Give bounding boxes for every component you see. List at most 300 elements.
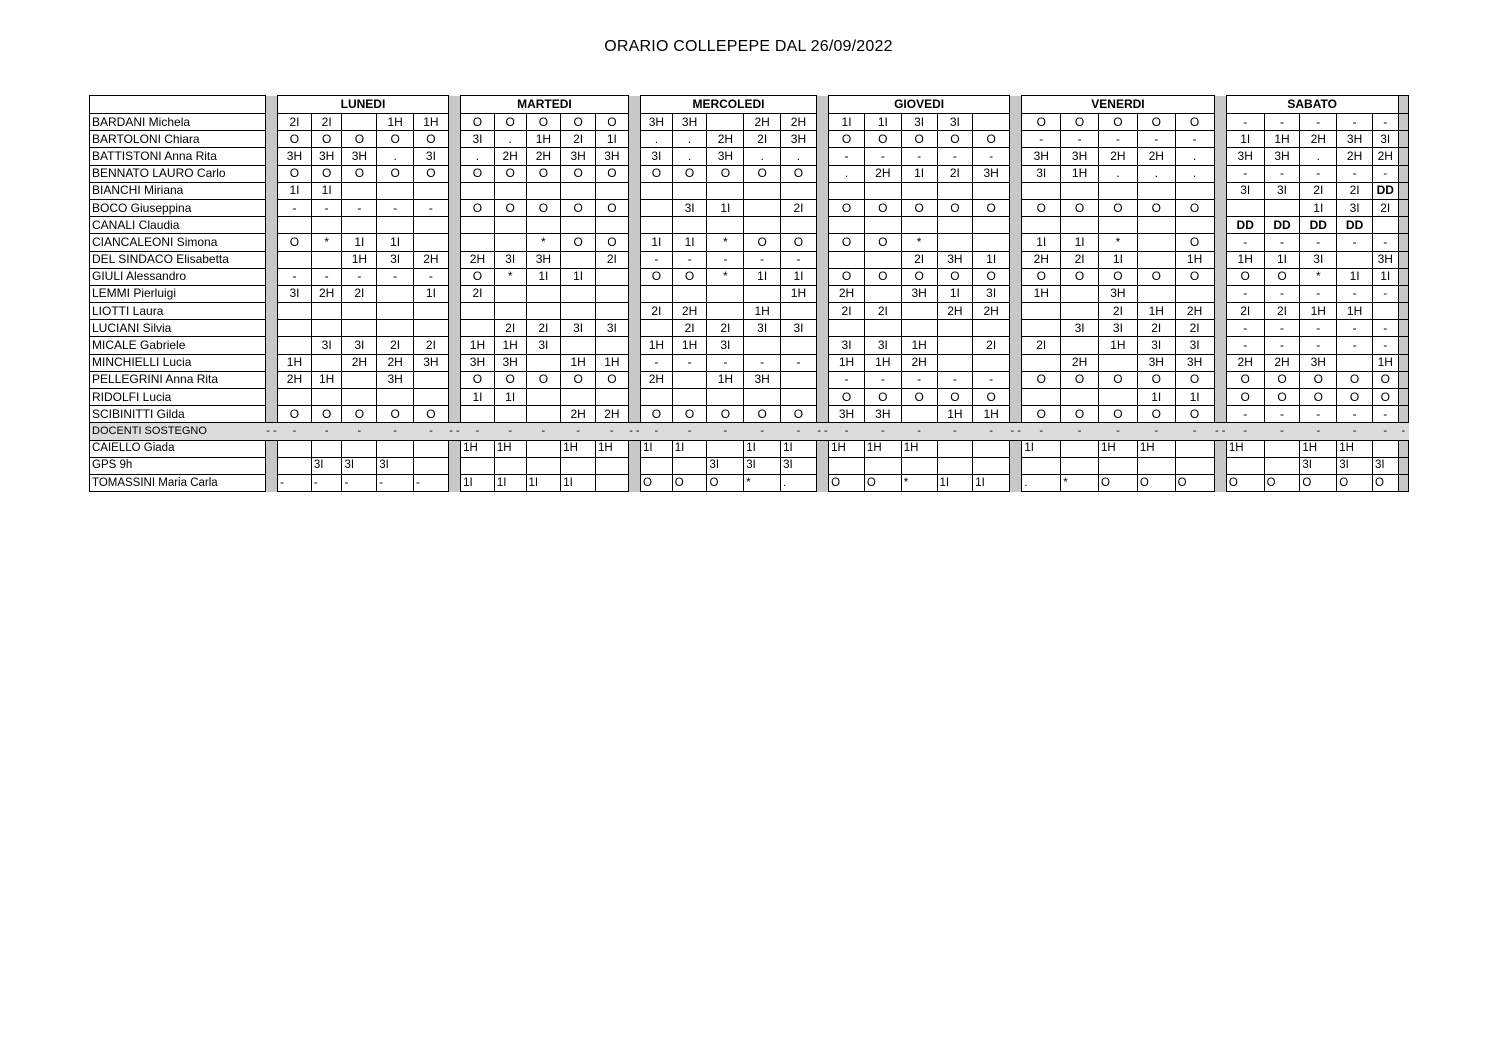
day-separator bbox=[628, 148, 640, 165]
teacher-name: SCIBINITTI Gilda bbox=[90, 406, 266, 423]
day-separator bbox=[816, 285, 828, 302]
schedule-cell: O bbox=[937, 268, 973, 285]
schedule-cell: O bbox=[1099, 114, 1138, 131]
schedule-cell bbox=[526, 457, 561, 474]
schedule-cell bbox=[526, 440, 561, 457]
schedule-cell: 1H bbox=[829, 440, 865, 457]
day-separator bbox=[1214, 303, 1226, 320]
teacher-name: LUCIANI Silvia bbox=[90, 320, 266, 337]
schedule-cell: O bbox=[1175, 114, 1214, 131]
schedule-cell: O bbox=[377, 131, 414, 148]
schedule-cell bbox=[937, 320, 973, 337]
day-separator bbox=[265, 303, 277, 320]
schedule-cell: - bbox=[1337, 406, 1373, 423]
day-separator bbox=[1010, 148, 1022, 165]
schedule-cell bbox=[707, 182, 744, 199]
schedule-cell: 2H bbox=[672, 303, 707, 320]
schedule-cell bbox=[864, 217, 901, 234]
schedule-cell bbox=[311, 440, 342, 457]
day-separator bbox=[1214, 354, 1226, 371]
day-separator bbox=[1398, 96, 1408, 114]
schedule-cell: . bbox=[461, 148, 495, 165]
day-separator bbox=[265, 131, 277, 148]
schedule-cell: O bbox=[829, 199, 865, 216]
schedule-cell: DD bbox=[1337, 217, 1373, 234]
schedule-cell bbox=[937, 234, 973, 251]
schedule-cell: - bbox=[1226, 285, 1264, 302]
schedule-cell: 2H bbox=[278, 371, 312, 388]
schedule-cell bbox=[1061, 457, 1099, 474]
day-separator bbox=[1214, 96, 1226, 114]
schedule-cell bbox=[494, 234, 526, 251]
schedule-cell: O bbox=[311, 406, 342, 423]
schedule-cell bbox=[1061, 285, 1099, 302]
schedule-cell: O bbox=[1099, 371, 1138, 388]
schedule-cell bbox=[672, 217, 707, 234]
schedule-cell: 1H bbox=[1264, 131, 1300, 148]
day-separator bbox=[1398, 165, 1408, 182]
schedule-cell bbox=[596, 285, 629, 302]
schedule-cell: 1I bbox=[973, 474, 1010, 491]
support-teacher-row bbox=[90, 457, 1409, 474]
schedule-cell: O bbox=[461, 371, 495, 388]
schedule-cell: 3H bbox=[781, 131, 817, 148]
schedule-cell: 1I bbox=[494, 389, 526, 406]
schedule-cell: O bbox=[278, 406, 312, 423]
schedule-cell: 3I bbox=[901, 114, 937, 131]
schedule-cell: 1H bbox=[1300, 440, 1337, 457]
schedule-cell: 2H bbox=[829, 285, 865, 302]
day-separator bbox=[448, 114, 460, 131]
schedule-cell bbox=[901, 217, 937, 234]
schedule-cell: 2I bbox=[1099, 303, 1138, 320]
day-separator bbox=[265, 440, 277, 457]
schedule-cell: 2H bbox=[1264, 354, 1300, 371]
day-separator bbox=[816, 303, 828, 320]
teacher-name: MINCHIELLI Lucia bbox=[90, 354, 266, 371]
schedule-cell: * bbox=[707, 234, 744, 251]
schedule-cell: 2H bbox=[1022, 251, 1061, 268]
day-separator bbox=[816, 131, 828, 148]
schedule-cell bbox=[596, 268, 629, 285]
page-title: ORARIO COLLEPEPE DAL 26/09/2022 bbox=[604, 38, 893, 55]
teacher-name: LEMMI Pierluigi bbox=[90, 285, 266, 302]
schedule-cell: 1I bbox=[311, 182, 342, 199]
schedule-cell: O bbox=[596, 199, 629, 216]
schedule-cell bbox=[461, 234, 495, 251]
schedule-cell: - bbox=[278, 199, 312, 216]
schedule-cell: - bbox=[901, 371, 937, 388]
schedule-cell: O bbox=[561, 165, 596, 182]
day-separator bbox=[265, 148, 277, 165]
schedule-cell: 2H bbox=[744, 114, 781, 131]
support-teacher-row bbox=[90, 440, 1409, 457]
schedule-cell: 1I bbox=[1372, 268, 1398, 285]
schedule-cell: 1H bbox=[494, 440, 526, 457]
schedule-cell bbox=[901, 303, 937, 320]
schedule-cell bbox=[311, 251, 342, 268]
day-separator bbox=[628, 234, 640, 251]
day-separator bbox=[448, 474, 460, 491]
schedule-cell bbox=[526, 389, 561, 406]
day-separator bbox=[448, 268, 460, 285]
day-separator bbox=[1214, 337, 1226, 354]
schedule-cell: 3H bbox=[596, 148, 629, 165]
schedule-cell: O bbox=[414, 406, 449, 423]
schedule-cell: 1I bbox=[1175, 389, 1214, 406]
schedule-cell: 3H bbox=[1061, 148, 1099, 165]
schedule-cell: O bbox=[494, 165, 526, 182]
schedule-cell bbox=[864, 457, 901, 474]
day-separator: - - bbox=[628, 423, 640, 440]
day-separator bbox=[628, 337, 640, 354]
day-separator bbox=[628, 96, 640, 114]
schedule-cell: O bbox=[1061, 371, 1099, 388]
schedule-cell: 2H bbox=[641, 371, 673, 388]
day-header: MARTEDI bbox=[461, 96, 629, 114]
day-separator bbox=[816, 268, 828, 285]
schedule-cell: 2I bbox=[1061, 251, 1099, 268]
schedule-cell: 3H bbox=[937, 251, 973, 268]
teacher-name: BATTISTONI Anna Rita bbox=[90, 148, 266, 165]
schedule-cell bbox=[781, 217, 817, 234]
schedule-cell: 3I bbox=[1372, 131, 1398, 148]
schedule-cell: 3I bbox=[672, 199, 707, 216]
schedule-cell: - bbox=[1099, 131, 1138, 148]
schedule-cell: . bbox=[1137, 165, 1175, 182]
schedule-cell bbox=[1137, 251, 1175, 268]
schedule-cell: * bbox=[901, 234, 937, 251]
schedule-cell: - bbox=[278, 474, 312, 491]
schedule-cell: 1H bbox=[901, 337, 937, 354]
schedule-cell: 2H bbox=[901, 354, 937, 371]
schedule-cell bbox=[596, 303, 629, 320]
section-cell: - bbox=[1226, 423, 1264, 440]
schedule-cell bbox=[781, 182, 817, 199]
schedule-cell: 1H bbox=[1099, 440, 1138, 457]
schedule-cell bbox=[1061, 337, 1099, 354]
schedule-cell: O bbox=[672, 165, 707, 182]
schedule-cell: O bbox=[461, 165, 495, 182]
schedule-cell bbox=[781, 303, 817, 320]
day-header: GIOVEDI bbox=[829, 96, 1010, 114]
schedule-cell bbox=[1175, 182, 1214, 199]
schedule-cell bbox=[901, 320, 937, 337]
schedule-cell: 2I bbox=[1372, 199, 1398, 216]
section-cell: - bbox=[342, 423, 377, 440]
schedule-cell: O bbox=[864, 268, 901, 285]
schedule-cell: O bbox=[596, 234, 629, 251]
schedule-cell: - bbox=[1264, 337, 1300, 354]
day-separator bbox=[1010, 440, 1022, 457]
day-separator bbox=[448, 406, 460, 423]
day-separator bbox=[1214, 165, 1226, 182]
schedule-cell bbox=[377, 303, 414, 320]
teacher-row bbox=[90, 371, 1409, 388]
day-separator bbox=[816, 337, 828, 354]
section-cell: - bbox=[1099, 423, 1138, 440]
day-separator bbox=[265, 234, 277, 251]
schedule-cell bbox=[1337, 251, 1373, 268]
day-separator bbox=[265, 199, 277, 216]
schedule-cell bbox=[278, 389, 312, 406]
schedule-cell: 2I bbox=[1022, 337, 1061, 354]
schedule-cell bbox=[596, 337, 629, 354]
schedule-cell: . bbox=[781, 148, 817, 165]
schedule-cell: . bbox=[1175, 165, 1214, 182]
schedule-cell: O bbox=[494, 199, 526, 216]
day-separator bbox=[628, 217, 640, 234]
schedule-cell: - bbox=[1372, 406, 1398, 423]
schedule-cell: O bbox=[1175, 371, 1214, 388]
section-cell: - bbox=[377, 423, 414, 440]
schedule-cell bbox=[596, 182, 629, 199]
teacher-name: MICALE Gabriele bbox=[90, 337, 266, 354]
schedule-cell bbox=[311, 389, 342, 406]
schedule-cell: 2I bbox=[1264, 303, 1300, 320]
schedule-cell: 1H bbox=[1337, 440, 1373, 457]
teacher-row bbox=[90, 406, 1409, 423]
schedule-cell bbox=[561, 389, 596, 406]
teacher-row bbox=[90, 251, 1409, 268]
day-separator bbox=[1214, 285, 1226, 302]
schedule-cell: O bbox=[342, 406, 377, 423]
schedule-cell: O bbox=[864, 474, 901, 491]
schedule-cell: 3I bbox=[1337, 457, 1373, 474]
schedule-cell: - bbox=[1264, 320, 1300, 337]
schedule-cell bbox=[744, 285, 781, 302]
schedule-cell: O bbox=[1061, 199, 1099, 216]
day-header: MERCOLEDI bbox=[641, 96, 817, 114]
schedule-cell: 3H bbox=[829, 406, 865, 423]
day-separator bbox=[816, 182, 828, 199]
schedule-cell bbox=[707, 285, 744, 302]
schedule-cell: 1I bbox=[937, 285, 973, 302]
schedule-cell: DD bbox=[1226, 217, 1264, 234]
schedule-cell: 1I bbox=[1264, 251, 1300, 268]
schedule-cell: - bbox=[1226, 234, 1264, 251]
day-separator bbox=[1010, 114, 1022, 131]
day-separator bbox=[265, 268, 277, 285]
schedule-cell: O bbox=[278, 234, 312, 251]
schedule-cell: 1H bbox=[1226, 440, 1264, 457]
schedule-cell bbox=[1264, 199, 1300, 216]
schedule-cell bbox=[1099, 217, 1138, 234]
schedule-cell: O bbox=[1061, 114, 1099, 131]
schedule-cell: O bbox=[342, 165, 377, 182]
schedule-cell bbox=[1264, 457, 1300, 474]
schedule-cell bbox=[342, 371, 377, 388]
schedule-cell bbox=[342, 440, 377, 457]
day-separator bbox=[816, 389, 828, 406]
teacher-row bbox=[90, 320, 1409, 337]
schedule-cell: * bbox=[707, 268, 744, 285]
schedule-cell: 2I bbox=[829, 303, 865, 320]
schedule-cell: - bbox=[937, 371, 973, 388]
schedule-cell bbox=[561, 182, 596, 199]
day-separator bbox=[628, 251, 640, 268]
schedule-cell bbox=[864, 182, 901, 199]
schedule-cell: 1I bbox=[781, 268, 817, 285]
schedule-cell: * bbox=[901, 474, 937, 491]
teacher-row bbox=[90, 285, 1409, 302]
schedule-cell: - bbox=[1372, 285, 1398, 302]
schedule-cell: - bbox=[1300, 406, 1337, 423]
section-cell: - bbox=[1175, 423, 1214, 440]
schedule-cell: O bbox=[561, 199, 596, 216]
schedule-cell: 3I bbox=[707, 457, 744, 474]
day-separator bbox=[628, 182, 640, 199]
day-separator bbox=[1398, 371, 1408, 388]
schedule-cell bbox=[829, 217, 865, 234]
schedule-cell: 3I bbox=[829, 337, 865, 354]
schedule-cell bbox=[311, 354, 342, 371]
day-separator: - - bbox=[816, 423, 828, 440]
schedule-cell: 3I bbox=[342, 457, 377, 474]
schedule-cell: O bbox=[1022, 371, 1061, 388]
schedule-cell: 3I bbox=[377, 457, 414, 474]
day-separator bbox=[1010, 474, 1022, 491]
day-separator bbox=[448, 96, 460, 114]
schedule-cell: 3I bbox=[1226, 182, 1264, 199]
day-separator bbox=[628, 131, 640, 148]
teacher-name: GPS 9h bbox=[90, 457, 266, 474]
section-cell: - bbox=[1264, 423, 1300, 440]
teacher-name: BOCO Giuseppina bbox=[90, 199, 266, 216]
schedule-cell: 1I bbox=[461, 474, 495, 491]
schedule-cell: 1I bbox=[1226, 131, 1264, 148]
teacher-row bbox=[90, 182, 1409, 199]
section-cell: - bbox=[1300, 423, 1337, 440]
schedule-cell: O bbox=[829, 131, 865, 148]
schedule-cell: 3I bbox=[781, 320, 817, 337]
schedule-cell: 1I bbox=[1022, 440, 1061, 457]
schedule-cell: - bbox=[1226, 406, 1264, 423]
teacher-row bbox=[90, 268, 1409, 285]
schedule-cell: O bbox=[1226, 389, 1264, 406]
teacher-name: BENNATO LAURO Carlo bbox=[90, 165, 266, 182]
schedule-cell: O bbox=[1022, 406, 1061, 423]
schedule-cell: - bbox=[672, 354, 707, 371]
schedule-cell: 3H bbox=[744, 371, 781, 388]
schedule-cell: . bbox=[1175, 148, 1214, 165]
teacher-name: BARTOLONI Chiara bbox=[90, 131, 266, 148]
schedule-cell: 1I bbox=[829, 114, 865, 131]
day-separator bbox=[816, 199, 828, 216]
schedule-cell bbox=[461, 457, 495, 474]
schedule-cell: - bbox=[744, 251, 781, 268]
schedule-cell bbox=[641, 320, 673, 337]
day-separator bbox=[1398, 474, 1408, 491]
schedule-cell: O bbox=[864, 131, 901, 148]
day-separator bbox=[1398, 285, 1408, 302]
day-separator bbox=[1214, 320, 1226, 337]
schedule-cell: O bbox=[641, 165, 673, 182]
schedule-cell: 2H bbox=[1372, 148, 1398, 165]
teacher-name: CANALI Claudia bbox=[90, 217, 266, 234]
day-separator bbox=[265, 182, 277, 199]
schedule-cell bbox=[561, 217, 596, 234]
schedule-cell: 1I bbox=[1137, 389, 1175, 406]
schedule-cell: O bbox=[596, 114, 629, 131]
schedule-cell: - bbox=[1226, 114, 1264, 131]
section-cell: - bbox=[461, 423, 495, 440]
schedule-cell bbox=[526, 285, 561, 302]
schedule-cell bbox=[937, 440, 973, 457]
day-separator: - - bbox=[1214, 423, 1226, 440]
schedule-cell: - bbox=[311, 474, 342, 491]
schedule-cell bbox=[707, 303, 744, 320]
schedule-cell: - bbox=[864, 371, 901, 388]
schedule-cell bbox=[744, 389, 781, 406]
schedule-cell bbox=[494, 182, 526, 199]
schedule-cell: 2I bbox=[1175, 320, 1214, 337]
schedule-cell: 1H bbox=[973, 406, 1010, 423]
schedule-cell: - bbox=[311, 199, 342, 216]
teacher-row bbox=[90, 114, 1409, 131]
schedule-cell: O bbox=[707, 165, 744, 182]
schedule-cell: - bbox=[1226, 320, 1264, 337]
day-separator bbox=[1214, 114, 1226, 131]
teacher-row bbox=[90, 131, 1409, 148]
schedule-cell: 2I bbox=[1226, 303, 1264, 320]
schedule-cell: 2I bbox=[561, 131, 596, 148]
schedule-cell: O bbox=[377, 165, 414, 182]
schedule-cell bbox=[829, 457, 865, 474]
schedule-cell: 1I bbox=[707, 199, 744, 216]
day-separator bbox=[265, 337, 277, 354]
day-separator bbox=[1398, 389, 1408, 406]
schedule-cell: 2H bbox=[1175, 303, 1214, 320]
day-separator bbox=[1214, 457, 1226, 474]
day-separator bbox=[1398, 217, 1408, 234]
schedule-cell: . bbox=[641, 131, 673, 148]
schedule-cell: 3H bbox=[1175, 354, 1214, 371]
schedule-cell bbox=[414, 217, 449, 234]
schedule-cell: - bbox=[1372, 234, 1398, 251]
schedule-cell: O bbox=[1137, 268, 1175, 285]
schedule-cell: 1H bbox=[311, 371, 342, 388]
schedule-cell: 2H bbox=[461, 251, 495, 268]
schedule-cell bbox=[278, 303, 312, 320]
schedule-cell: O bbox=[1226, 474, 1264, 491]
schedule-cell: 3I bbox=[596, 320, 629, 337]
schedule-cell: - bbox=[1337, 285, 1373, 302]
day-separator bbox=[628, 268, 640, 285]
schedule-cell: 1I bbox=[377, 234, 414, 251]
teacher-row bbox=[90, 389, 1409, 406]
schedule-cell: O bbox=[672, 474, 707, 491]
schedule-cell bbox=[1099, 354, 1138, 371]
day-separator bbox=[816, 148, 828, 165]
schedule-table bbox=[89, 95, 1409, 492]
day-separator bbox=[265, 114, 277, 131]
schedule-cell: O bbox=[937, 131, 973, 148]
day-separator bbox=[1010, 320, 1022, 337]
schedule-cell bbox=[311, 217, 342, 234]
schedule-cell: O bbox=[1175, 474, 1214, 491]
day-separator bbox=[448, 234, 460, 251]
schedule-cell bbox=[414, 182, 449, 199]
day-separator bbox=[1398, 234, 1408, 251]
schedule-cell: - bbox=[1264, 406, 1300, 423]
section-cell: - bbox=[829, 423, 865, 440]
schedule-cell: 2I bbox=[672, 320, 707, 337]
schedule-cell: O bbox=[461, 199, 495, 216]
day-separator bbox=[1398, 199, 1408, 216]
day-separator bbox=[1214, 389, 1226, 406]
day-separator bbox=[448, 337, 460, 354]
